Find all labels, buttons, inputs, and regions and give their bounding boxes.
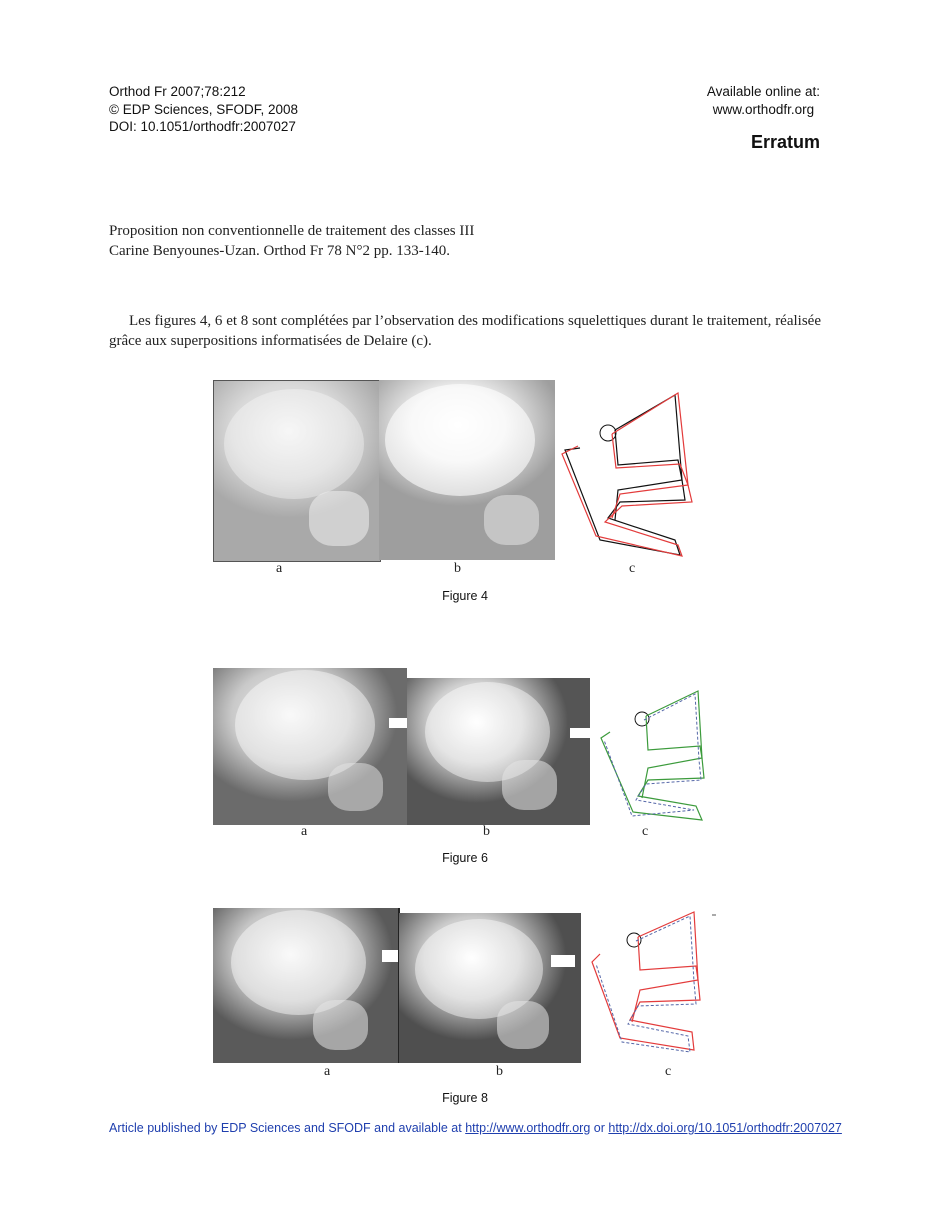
figure-4-label-b: b bbox=[454, 561, 461, 576]
footer-link-doi[interactable]: http://dx.doi.org/10.1051/orthodfr:2007027 bbox=[608, 1121, 842, 1135]
tracing-black bbox=[565, 395, 685, 555]
figure-4-label-c: c bbox=[629, 561, 636, 576]
figure-8-label-c: c bbox=[665, 1064, 672, 1079]
figure-4-tracing-c bbox=[560, 390, 700, 560]
skull-shape bbox=[385, 384, 535, 496]
jaw-shape bbox=[502, 760, 557, 810]
tracing-blue bbox=[596, 916, 696, 1052]
figure-6-label-a: a bbox=[301, 824, 308, 839]
figure-4-label-a: a bbox=[276, 561, 283, 576]
reference-title: Proposition non conventionnelle de traitement des classes III bbox=[109, 223, 475, 239]
ruler-marker bbox=[551, 955, 575, 967]
section-title: Erratum bbox=[750, 132, 820, 152]
figure-6-label-b: b bbox=[483, 824, 490, 839]
tracing-red bbox=[562, 393, 692, 556]
figure-4-caption: Figure 4 bbox=[442, 589, 488, 603]
reference-citation: Carine Benyounes-Uzan. Orthod Fr 78 N°2 pp. 133-140. bbox=[109, 243, 450, 259]
skull-shape bbox=[224, 389, 364, 499]
jaw-shape bbox=[497, 1001, 549, 1049]
figure-4-xray-a bbox=[213, 380, 381, 562]
figure-6-label-c: c bbox=[642, 824, 649, 839]
reference-block bbox=[109, 221, 474, 261]
ruler-marker bbox=[570, 728, 590, 738]
tracing-green bbox=[601, 691, 704, 820]
ruler-marker bbox=[389, 718, 407, 728]
figure-6-xray-b bbox=[407, 678, 590, 825]
figure-8-caption: Figure 8 bbox=[442, 1091, 488, 1105]
doi-line: DOI: 10.1051/orthodfr:2007027 bbox=[109, 119, 296, 134]
article-meta bbox=[109, 83, 298, 136]
jaw-shape bbox=[309, 491, 369, 546]
availability-block bbox=[707, 83, 820, 118]
tracing-red bbox=[592, 912, 700, 1050]
figure-6-caption: Figure 6 bbox=[442, 851, 488, 865]
tracing-red-inner bbox=[632, 937, 698, 1022]
body-paragraph: Les figures 4, 6 et 8 sont complétées par l’observation des modifications squelettiques durant le traitement, réalisée grâce aux superpositions informatisées de Delaire (c). bbox=[109, 313, 821, 349]
figure-4-xray-b bbox=[379, 380, 555, 560]
figure-8-tracing-c bbox=[590, 910, 720, 1060]
available-label: Available online at: bbox=[706, 84, 820, 99]
tracing-black-inner bbox=[615, 430, 682, 520]
figure-8-label-b: b bbox=[496, 1064, 503, 1079]
journal-line: Orthod Fr 2007;78:212 bbox=[109, 84, 246, 99]
figure-8-xray-a bbox=[213, 908, 400, 1063]
jaw-shape bbox=[328, 763, 383, 811]
footer-connector: or bbox=[593, 1121, 605, 1135]
available-url: www.orthodfr.org bbox=[712, 101, 815, 117]
publication-footer bbox=[109, 1121, 842, 1135]
figure-8-label-a: a bbox=[324, 1064, 331, 1079]
figure-8-xray-b bbox=[399, 913, 581, 1063]
figure-6-tracing-c bbox=[598, 688, 708, 823]
figure-6-xray-a bbox=[213, 668, 407, 825]
footer-prefix: Article published by EDP Sciences and SFODF and available at bbox=[109, 1121, 462, 1135]
jaw-shape bbox=[484, 495, 539, 545]
tracing-green-inner bbox=[642, 716, 702, 798]
footer-link-orthodfr[interactable]: http://www.orthodfr.org bbox=[465, 1121, 591, 1135]
ruler-marker bbox=[382, 950, 398, 962]
copyright-line: © EDP Sciences, SFODF, 2008 bbox=[109, 101, 299, 117]
jaw-shape bbox=[313, 1000, 368, 1050]
